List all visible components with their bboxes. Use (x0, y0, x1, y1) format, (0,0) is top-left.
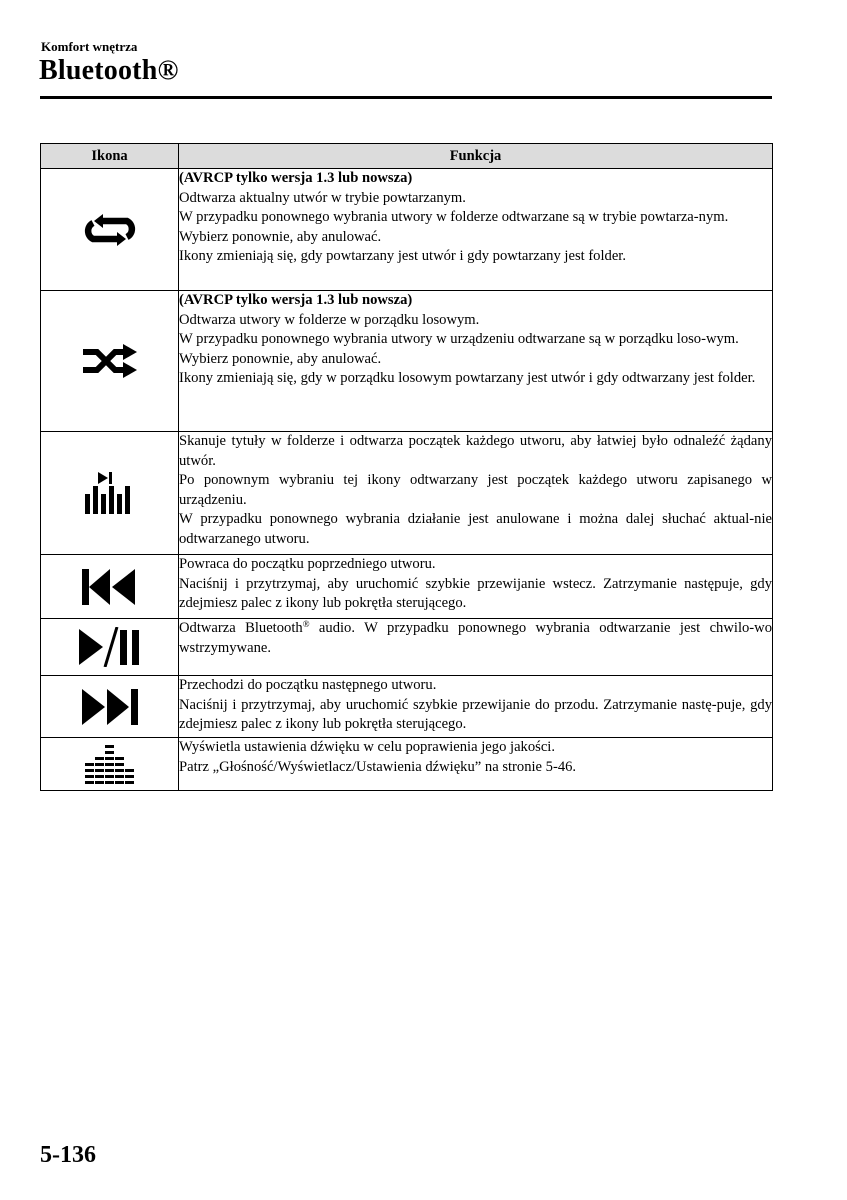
icon-cell (41, 619, 179, 676)
function-line: Ikony zmieniają się, gdy powtarzany jest utwór i gdy powtarzany jest folder. (179, 248, 627, 264)
function-line: (AVRCP tylko wersja 1.3 lub nowsza) (179, 292, 413, 308)
function-cell (179, 555, 773, 619)
function-cell (179, 619, 773, 676)
function-line: Ikony zmieniają się, gdy w porządku losowym powtarzany jest utwór i gdy odtwarzany jest folder. (179, 370, 756, 386)
function-line: Patrz „Głośność/Wyświetlacz/Ustawienia dźwięku” na stronie 5-46. (179, 758, 577, 775)
previous-track-icon (82, 569, 138, 605)
function-cell (179, 432, 773, 555)
function-line: Wybierz ponownie, aby anulować. (179, 350, 382, 367)
next-track-icon (82, 689, 138, 725)
function-line: Odtwarza utwory w folderze w porządku losowym. (179, 311, 480, 328)
title-rule (40, 96, 772, 99)
table-row (41, 676, 773, 738)
page-title: Bluetooth® (39, 55, 179, 86)
function-line: Wybierz ponownie, aby anulować. (179, 228, 382, 245)
function-line: Naciśnij i przytrzymaj, aby uruchomić szybkie przewijanie do przodu. Zatrzymanie nastę-puje, gdy zdejmiesz palec z ikony lub pokrętła sterującego. (179, 696, 772, 732)
table-row (41, 432, 773, 555)
function-line: W przypadku ponownego wybrania utwory w urządzeniu odtwarzane są w porządku loso-wym. (179, 331, 739, 347)
column-header-function: Funkcja (179, 144, 773, 169)
function-line: W przypadku ponownego wybrania utwory w folderze odtwarzane są w trybie powtarza-nym. (179, 209, 729, 225)
scan-icon (84, 472, 136, 514)
icon-cell (41, 291, 179, 432)
repeat-icon (81, 213, 139, 247)
icon-cell (41, 555, 179, 619)
function-cell (179, 291, 773, 432)
play-pause-icon (79, 627, 141, 667)
function-line: W przypadku ponownego wybrania działanie jest anulowane i można dalej słuchać aktual-nie odtwarzanego utworu. (179, 511, 772, 547)
table-row (41, 291, 773, 432)
function-cell (179, 676, 773, 738)
function-cell (179, 738, 773, 791)
icon-cell (41, 169, 179, 291)
table-row (41, 619, 773, 676)
sound-settings-icon (85, 744, 135, 784)
function-line: Odtwarza aktualny utwór w trybie powtarzanym. (179, 189, 466, 206)
table-row (41, 738, 773, 791)
function-line: Przechodzi do początku następnego utworu. (179, 677, 437, 693)
icon-cell (41, 432, 179, 555)
function-cell (179, 169, 773, 291)
table-row (41, 555, 773, 619)
function-line: Naciśnij i przytrzymaj, aby uruchomić szybkie przewijanie wstecz. Zatrzymanie następuje, gdy zdejmiesz palec z ikony lub pokrętła sterującego. (179, 575, 772, 611)
shuffle-icon (81, 344, 139, 378)
function-line: (AVRCP tylko wersja 1.3 lub nowsza) (179, 170, 413, 186)
function-line: Po ponownym wybraniu tej ikony odtwarzany jest początek każdego utworu zapisanego w urządzeniu. (179, 472, 772, 508)
function-line: Powraca do początku poprzedniego utworu. (179, 556, 436, 572)
function-table (40, 143, 773, 791)
icon-cell (41, 676, 179, 738)
function-line: Odtwarza Bluetooth® audio. W przypadku ponownego wybrania odtwarzanie jest chwilo-wo wstrzymywane. (179, 619, 772, 656)
page-number: 5-136 (40, 1142, 96, 1168)
column-header-icon: Ikona (41, 144, 179, 169)
function-line: Skanuje tytuły w folderze i odtwarza początek każdego utworu, aby łatwiej było odnaleźć żądany utwór. (179, 433, 772, 469)
registered-mark: ® (302, 619, 310, 629)
section-label: Komfort wnętrza (41, 39, 138, 54)
function-line: Wyświetla ustawienia dźwięku w celu poprawienia jego jakości. (179, 739, 556, 755)
icon-cell (41, 738, 179, 791)
table-header-row (41, 144, 773, 169)
table-row (41, 169, 773, 291)
